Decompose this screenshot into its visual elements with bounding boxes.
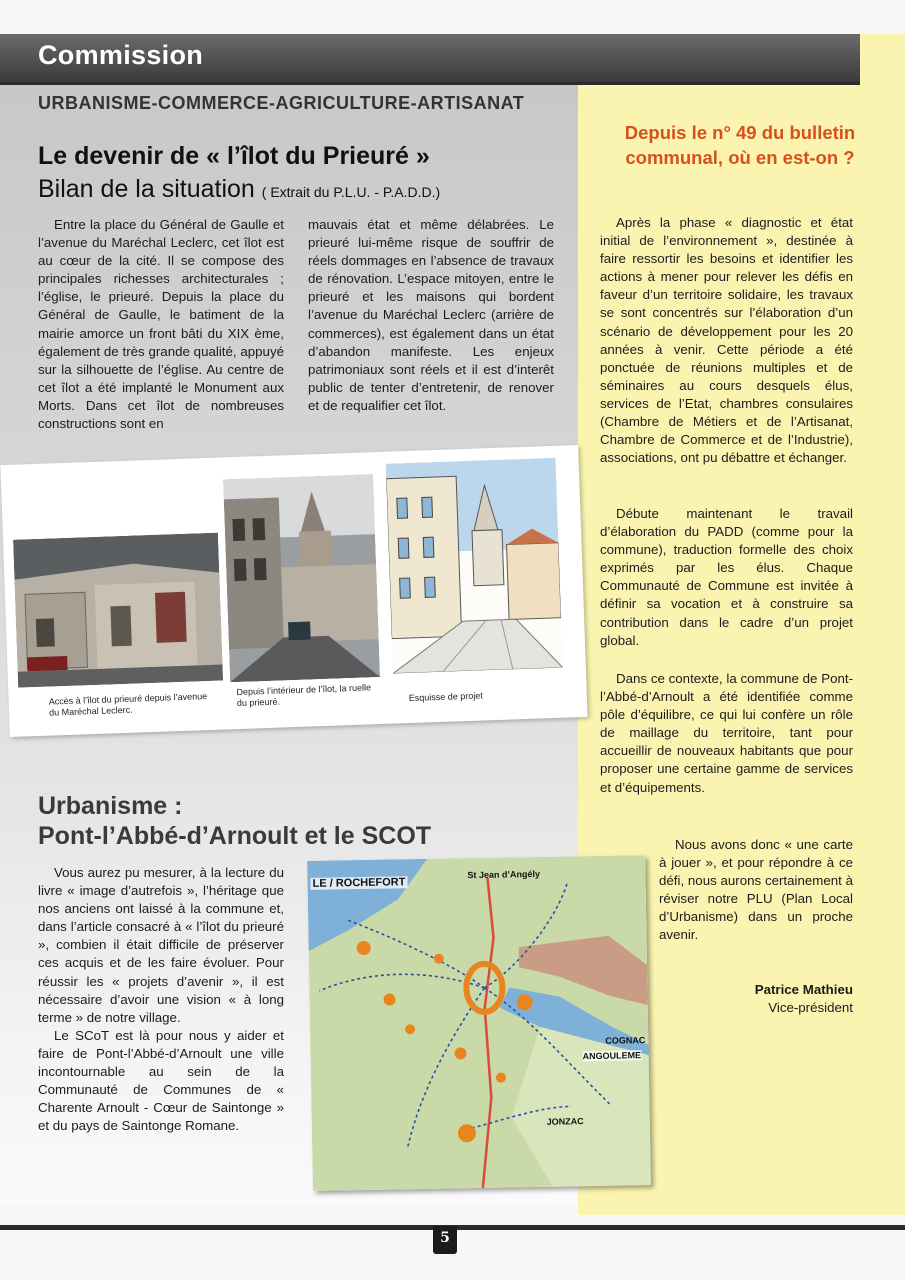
article-subtitle-extract: ( Extrait du P.L.U. - P.A.D.D.) (261, 184, 441, 200)
urbanisme-paragraph-2: Le SCoT est là pour nous y aider et faire de Pont-l’Abbé-d’Arnoult une ville incontournable au sein de la Communauté de Communes de « Charente Arnoult - Cœur de Saintonge » et du pays de Saintonge Romane. (38, 1027, 284, 1134)
signature-role: Vice-président (768, 1000, 853, 1015)
map-label-angouleme: ANGOULEME (582, 1050, 642, 1062)
photo-esquisse-projet-image (386, 458, 563, 674)
map-label-cognac: COGNAC (605, 1035, 646, 1046)
sidebar-paragraph-1: Après la phase « diagnostic et état initial de l’environnement », destinée à faire ressortir les besoins et identifier les actions à mener pour relever les défis en faveur d’un territoire solidaire, les travaux se sont concentrés sur l’élaboration d’un scénario de développement pour les 20 années à venir. Cette période a été ponctuée de réunions multiples et de séminaires au cours desquels élus, services de l’Etat, chambres consulaires (Chambre de Métiers et de l’Artisanat, Chambre de Commerce et de l’Industrie), associations, ont pu débattre et échanger. (600, 215, 853, 466)
sidebar-paragraph-2: Débute maintenant le travail d’élaboration du PADD (comme pour la commune), traduction formelle des choix exprimés par les élus. Chaque Communauté de Commune est invitée à définir sa vocation et à construire sa contribution dans le cadre d’un projet global. (600, 506, 853, 648)
map-label-st-jean: St Jean d’Angély (467, 868, 541, 881)
photo-prieure-access (13, 533, 223, 688)
photo-caption-1: Accès à l’îlot du prieuré depuis l’avenue du Maréchal Leclerc. (48, 691, 208, 718)
article-subtitle (38, 175, 440, 204)
photo-strip (0, 445, 587, 737)
article-subtitle-main: Bilan de la situation (38, 175, 255, 203)
photo-prieure-access-image (13, 533, 223, 688)
sidebar-background-top (860, 34, 905, 85)
photo-ruelle-prieure-image (223, 474, 380, 682)
map-label-jonzac: JONZAC (546, 1116, 584, 1127)
sidebar-paragraph-4: Nous avons donc « une carte à jouer », et pour répondre à ce défi, nous aurons certainement à réviser notre PLU (Plan Local d’Urbanisme) dans un proche avenir. (659, 837, 853, 943)
sidebar-title: Depuis le n° 49 du bulletin communal, où en est-on ? (624, 122, 856, 168)
article-column-2: mauvais état et même délabrées. Le prieuré lui-même risque de souffrir de réels dommages en l’absence de travaux de rénovation. L’espace mitoyen, entre le prieuré et les maisons qui bordent l’avenue du Maréchal Leclerc (arrière de commerces), est également dans un état d’abandon manifeste. Les enjeux patrimoniaux sont réels et il est d’interêt public de tenter d’entretenir, de renover et de requalifier cet îlot. (308, 217, 554, 413)
photo-ruelle-prieure (223, 474, 380, 682)
map-label-rochefort: LE / ROCHEFORT (312, 876, 406, 890)
urbanisme-paragraph-1: Vous aurez pu mesurer, à la lecture du livre « image d’autrefois », l’héritage que nos anciens ont laissé à la commune et, dans l’article consacré à « l’îlot du prieuré », combien il était difficile de préserver ces acquis et de les faire évoluer. Pour réussir les « projets d’avenir », il est nécessaire d’avoir une vision « à long terme » de notre village. (38, 865, 284, 1025)
photo-caption-2: Depuis l’intérieur de l’îlot, la ruelle du prieuré. (236, 682, 372, 709)
sidebar-paragraph-3: Dans ce contexte, la commune de Pont-l’Abbé-d’Arnoult a été identifiée comme pôle d’équilibre, ce qui lui confère un rôle de maillage du territoire, tant pour accueillir de nouveaux habitants que pour proposer une certaine gamme de services et d’équipements. (600, 671, 853, 795)
scot-map (307, 855, 651, 1191)
urbanisme-title-line-2: Pont-l’Abbé-d’Arnoult et le SCOT (38, 822, 432, 850)
commission-subtitle: URBANISME-COMMERCE-AGRICULTURE-ARTISANAT (38, 93, 525, 113)
page-number: 5 (433, 1226, 457, 1254)
scot-map-image (307, 855, 651, 1191)
photo-caption-3: Esquisse de projet (408, 690, 483, 704)
photo-esquisse-projet (386, 458, 563, 674)
section-title: Commission (38, 40, 204, 70)
article-column-1: Entre la place du Général de Gaulle et l’avenue du Maréchal Leclerc, cet îlot est au cœur de la cité. Il se compose des principales richesses architecturales ; l’église, le prieuré. Depuis la place du Général de Gaulle, le batiment de la mairie amorce un front bâti du XIX ème, également de très grande qualité, appuyé sur la silhouette de l’église. Au centre de cet îlot a été implanté le Monument aux Morts. Dans cet îlot de nombreuses constructions sont en (38, 217, 284, 432)
urbanisme-title-line-1: Urbanisme : (38, 792, 183, 820)
article-title: Le devenir de « l’îlot du Prieuré » (38, 142, 430, 170)
urbanisme-text (38, 864, 284, 1135)
signature-name: Patrice Mathieu (754, 982, 853, 997)
